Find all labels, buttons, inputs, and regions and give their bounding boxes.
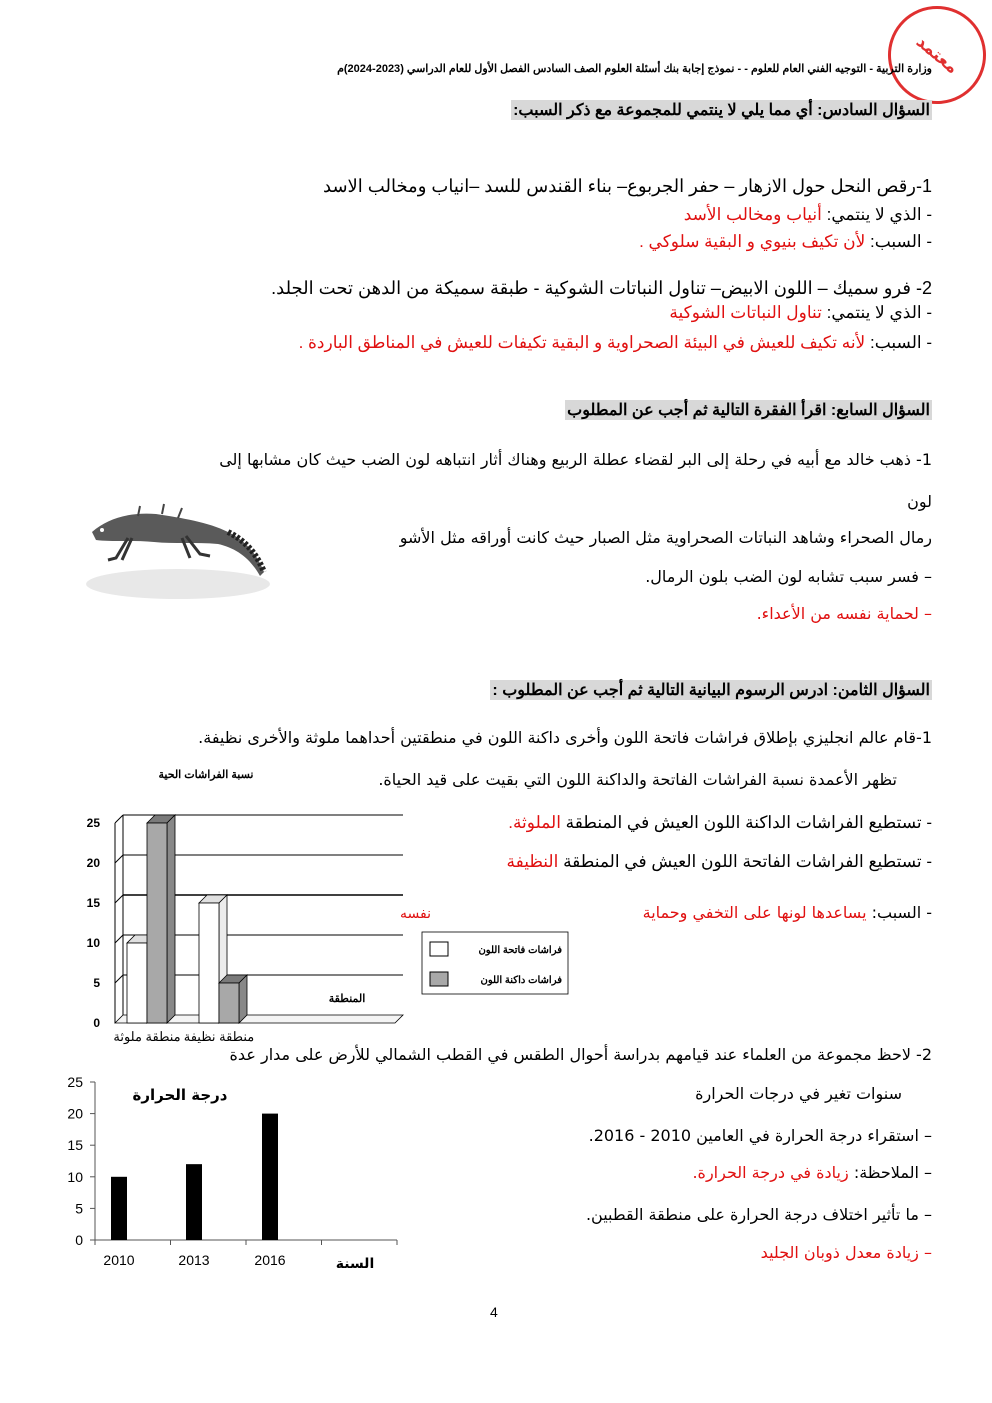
q7-line1: 1- ذهب خالد مع أبيه في رحلة إلى البر لقضاء عطلة الربيع وهناك أثار انتباهه لون الضب حيث كان مشابها إلى: [219, 450, 932, 469]
temperature-ytick: 25: [67, 1074, 83, 1090]
butterfly-bar: [147, 823, 167, 1023]
butterfly-gridline-diag: [115, 855, 123, 863]
butterfly-ytick: 0: [93, 1016, 100, 1030]
butterfly-gridline-diag: [115, 815, 123, 823]
temperature-chart-title: درجة الحرارة: [132, 1086, 228, 1104]
butterfly-bar: [127, 943, 147, 1023]
butterfly-chart-title: نسبة الفراشات الحية: [158, 769, 254, 781]
butterfly-ytick: 25: [86, 816, 100, 830]
q8-line6: – ما تأثير اختلاف درجة الحرارة على منطقة القطبين.: [585, 1205, 932, 1224]
butterfly-bar-side: [239, 975, 247, 1023]
butterfly-gridline-diag: [115, 975, 123, 983]
legend-swatch-light: [430, 942, 448, 956]
q8-obs-row: [692, 1163, 932, 1182]
page-header: وزارة التربية - التوجيه الفني العام للعلوم - - نموذج إجابة بنك أسئلة العلوم الصف السادس الفصل الأول للعام الدراسي (2023-2024)م: [337, 63, 932, 75]
temperature-category-label: 2016: [254, 1252, 286, 1268]
q6-item1-odd: أنياب ومخالب الأسد: [683, 205, 822, 224]
butterfly-bar: [199, 903, 219, 1023]
butterfly-bar-side: [167, 815, 175, 1023]
q8-title: السؤال الثامن: ادرس الرسوم البيانية التالية ثم أجب عن المطلوب :: [492, 682, 930, 699]
q8-obs: زيادة في درجة الحرارة.: [692, 1163, 849, 1182]
temperature-bar: [186, 1164, 202, 1240]
q6-item2-odd-row: [669, 303, 932, 323]
temperature-category-label: 2013: [178, 1252, 210, 1268]
q8-line2: تظهر الأعمدة نسبة الفراشات الفاتحة والداكنة اللون التي بقيت على قيد الحياة.: [378, 770, 897, 789]
butterfly-ytick: 20: [86, 856, 100, 870]
q6-item2-reason: لأنه تكيف للعيش في البيئة الصحراوية و البقية تكيفات للعيش في المناطق الباردة .: [298, 333, 866, 352]
temperature-ytick: 15: [67, 1137, 83, 1154]
temperature-ytick: 5: [75, 1200, 83, 1217]
butterfly-category-label: منطقة ملوثة: [113, 1029, 181, 1044]
q8-line1: 1-قام عالم انجليزي بإطلاق فراشات فاتحة اللون وأخرى داكنة اللون في منطقتين أحداهما ملوثة والأخرى نظيفة.: [198, 728, 932, 747]
butterfly-gridline-diag: [115, 895, 123, 903]
temperature-ytick: 0: [75, 1232, 83, 1248]
q8-light-text: - تستطيع الفراشات الفاتحة اللون العيش في المنطقة: [563, 852, 932, 871]
q6-item2-odd: تناول النباتات الشوكية: [669, 303, 822, 322]
page-number: 4: [490, 1304, 498, 1320]
butterfly-category-label: منطقة نظيفة: [183, 1029, 255, 1044]
q7-line4: – فسر سبب تشابه لون الضب بلون الرمال.: [645, 567, 932, 586]
q6-item1: 1-رقص النحل حول الازهار – حفر الجربوع– بناء القندس للسد –انياب ومخالب الاسد: [323, 176, 932, 196]
q8-line5: – استقراء درجة الحرارة في العامين 2010 - 2016.: [588, 1126, 932, 1145]
butterfly-chart-xlabel: المنطقة: [328, 993, 366, 1005]
butterfly-legend: [422, 932, 568, 994]
butterfly-ytick: 5: [93, 976, 100, 990]
q6-item2-reason-row: [299, 333, 932, 353]
lizard-illustration: [78, 492, 278, 604]
q6-item2-odd-label: - الذي لا ينتمي:: [826, 303, 932, 322]
q8-dark-answer: الملوثة.: [508, 813, 561, 832]
q7-line2: لون: [907, 492, 932, 511]
q6-item1-odd-row: [684, 205, 932, 225]
q6-item1-reason-label: - السبب:: [870, 232, 932, 251]
q6-item1-odd-label: - الذي لا ينتمي:: [826, 205, 932, 224]
legend-swatch-dark: [430, 972, 448, 986]
temperature-ytick: 10: [67, 1168, 83, 1185]
butterfly-gridline-diag: [115, 935, 123, 943]
q6-item2: 2- فرو سميك – اللون الابيض– تناول النباتات الشوكية - طبقة سميكة من الدهن تحت الجلد.: [271, 278, 932, 298]
legend-label-light: فراشات فاتحة اللون: [478, 945, 562, 956]
q8-reason-tail: نفسه: [400, 906, 431, 922]
temperature-bar: [111, 1177, 127, 1240]
q6-item2-reason-label: - السبب:: [870, 333, 932, 352]
stamp-text: معتمد: [912, 31, 962, 79]
q7-line3: رمال الصحراء وشاهد النباتات الصحراوية مثل الصبار حيث كانت أوراقه مثل الأشو: [399, 528, 932, 547]
q8-answer2: – زيادة معدل ذوبان الجليد: [760, 1243, 932, 1262]
legend-label-dark: فراشات داكنة اللون: [480, 975, 562, 986]
butterfly-bar: [219, 983, 239, 1023]
q8-reason-label: - السبب:: [871, 903, 932, 922]
temperature-bar: [262, 1114, 278, 1240]
q6-item1-reason: لأن تكيف بنيوي و البقية سلوكي .: [639, 232, 866, 251]
q8-reason-row: [643, 903, 932, 922]
q8-light-answer: النظيفة: [506, 852, 559, 871]
q6-title: السؤال السادس: أي مما يلي لا ينتمي للمجموعة مع ذكر السبب:: [513, 102, 930, 119]
temperature-chart-xlabel: السنة: [335, 1256, 375, 1272]
butterfly-chart: [60, 760, 580, 1050]
q8-line3: 2- لاحظ مجموعة من العلماء عند قيامهم بدراسة أحوال الطقس في القطب الشمالي للأرض على مدار عدة: [229, 1045, 932, 1064]
butterfly-ytick: 15: [86, 896, 100, 910]
q7-title: السؤال السابع: اقرأ الفقرة التالية ثم أجب عن المطلوب: [567, 402, 930, 419]
q8-reason: يساعدها لونها على التخفي وحماية: [642, 903, 867, 922]
q8-obs-label: – الملاحظة:: [853, 1163, 932, 1182]
temperature-ytick: 20: [67, 1105, 83, 1122]
q8-line4: سنوات تغير في درجات الحرارة: [695, 1084, 902, 1103]
q6-item1-reason-row: [639, 232, 932, 252]
butterfly-ytick: 10: [86, 936, 100, 950]
q8-dark-text: - تستطيع الفراشات الداكنة اللون العيش في المنطقة: [565, 813, 932, 832]
temperature-category-label: 2010: [103, 1252, 135, 1268]
temperature-chart: [50, 1068, 410, 1278]
q7-answer: – لحماية نفسه من الأعداء.: [756, 604, 932, 623]
